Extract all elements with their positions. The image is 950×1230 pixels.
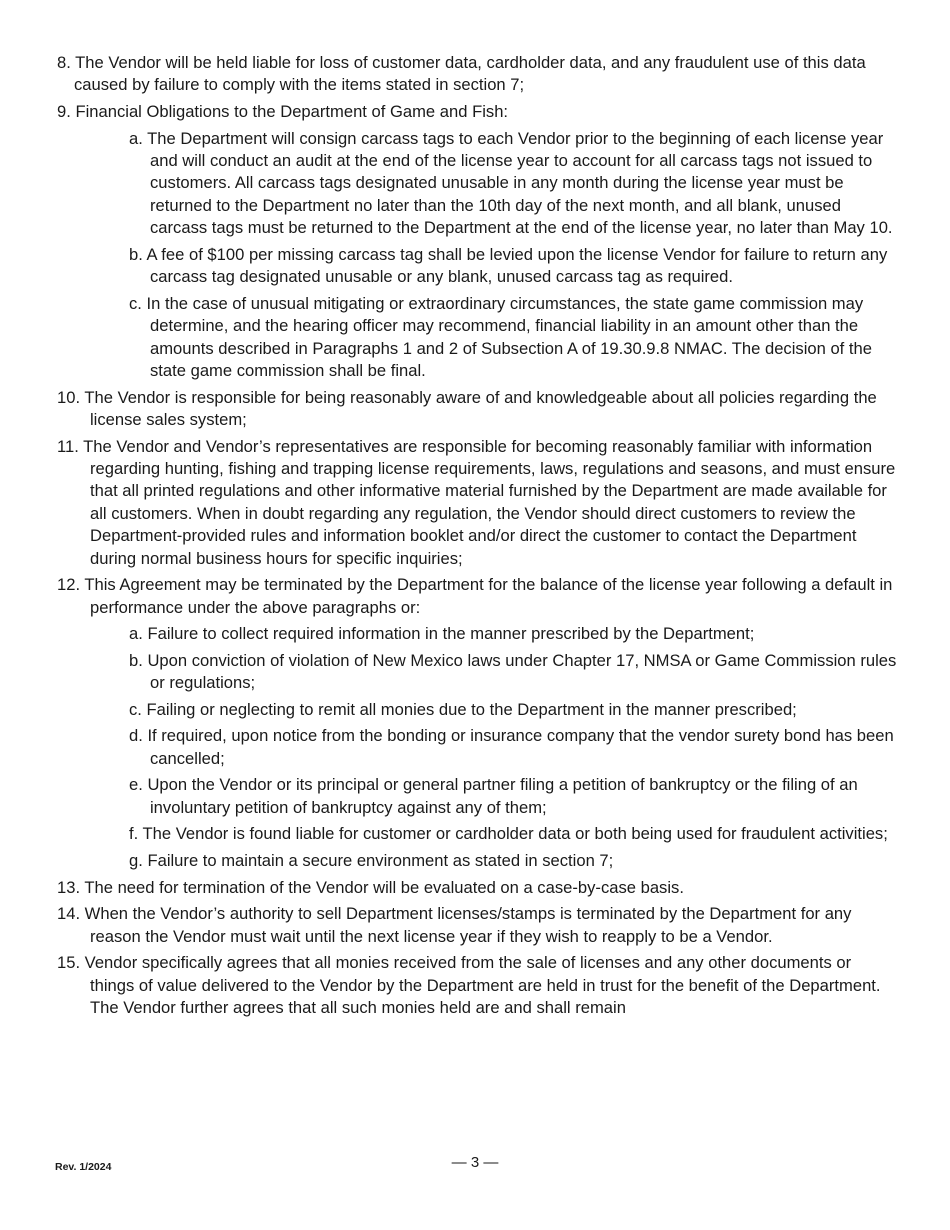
clause-9b: b. A fee of $100 per missing carcass tag shall be levied upon the license Vendor for failure to return any carcass tag designated unusable or any blank, unused carcass tag as required. <box>129 244 888 287</box>
clause-15: 15. Vendor specifically agrees that all monies received from the sale of licenses and any other documents or things of value delivered to the Vendor by the Department are held in trust for the benefit of the Department. The Vendor further agrees that all such monies held are and shall remain <box>57 953 881 1018</box>
clause-12g: g. Failure to maintain a secure environment as stated in section 7; <box>129 851 614 871</box>
page-number: — 3 — <box>451 1154 499 1171</box>
revision-label: Rev. 1/2024 <box>55 1161 112 1173</box>
clause-12b: b. Upon conviction of violation of New Mexico laws under Chapter 17, NMSA or Game Commission rules or regulations; <box>129 650 897 693</box>
clause-10: 10. The Vendor is responsible for being reasonably aware of and knowledgeable about all policies regarding the license sales system; <box>57 387 877 430</box>
clause-9a: a. The Department will consign carcass tags to each Vendor prior to the beginning of each license year and will conduct an audit at the end of the license year to account for all carcass tags not issued to customers. All carcass tags designated unusable in any month during the license year must be returned to the Department no later than the 10th day of the next month, and all blank, unused carcass tags must be returned to the Department at the end of the license year, no later than May 10. <box>129 128 893 238</box>
clause-11: 11. The Vendor and Vendor’s representatives are responsible for becoming reasonably familiar with information regarding hunting, fishing and trapping license requirements, laws, regulations and seasons, and must ensure that all printed regulations and other informative material furnished by the Department are made available for all customers. When in doubt regarding any regulation, the Vendor should direct customers to review the Department-provided rules and information booklet and/or direct the customer to contact the Department during normal business hours for specific inquiries; <box>57 436 896 568</box>
clause-12: 12. This Agreement may be terminated by the Department for the balance of the license year following a default in performance under the above paragraphs or: <box>57 575 893 617</box>
clause-8: 8. The Vendor will be held liable for loss of customer data, cardholder data, and any fraudulent use of this data caused by failure to comply with the items stated in section 7; <box>57 53 866 95</box>
document-body <box>57 52 897 1024</box>
clause-12f: f. The Vendor is found liable for customer or cardholder data or both being used for fraudulent activities; <box>129 824 888 844</box>
clause-12e: e. Upon the Vendor or its principal or general partner filing a petition of bankruptcy or the filing of an involuntary petition of bankruptcy against any of them; <box>129 775 858 817</box>
clause-13: 13. The need for termination of the Vendor will be evaluated on a case-by-case basis. <box>57 877 684 897</box>
clause-9c: c. In the case of unusual mitigating or extraordinary circumstances, the state game commission may determine, and the hearing officer may recommend, financial liability in an amount other than the amounts described in Paragraphs 1 and 2 of Subsection A of 19.30.9.8 NMAC. The decision of the state game commission shall be final. <box>129 293 872 381</box>
clause-12d: d. If required, upon notice from the bonding or insurance company that the vendor surety bond has been cancelled; <box>129 726 894 768</box>
clause-12a: a. Failure to collect required information in the manner prescribed by the Department; <box>129 624 755 644</box>
clause-9: 9. Financial Obligations to the Department of Game and Fish: <box>57 102 509 121</box>
clause-12c: c. Failing or neglecting to remit all monies due to the Department in the manner prescribed; <box>129 699 797 719</box>
clause-14: 14. When the Vendor’s authority to sell Department licenses/stamps is terminated by the Department for any reason the Vendor must wait until the next license year if they wish to reapply to be a Vendor. <box>57 904 852 946</box>
